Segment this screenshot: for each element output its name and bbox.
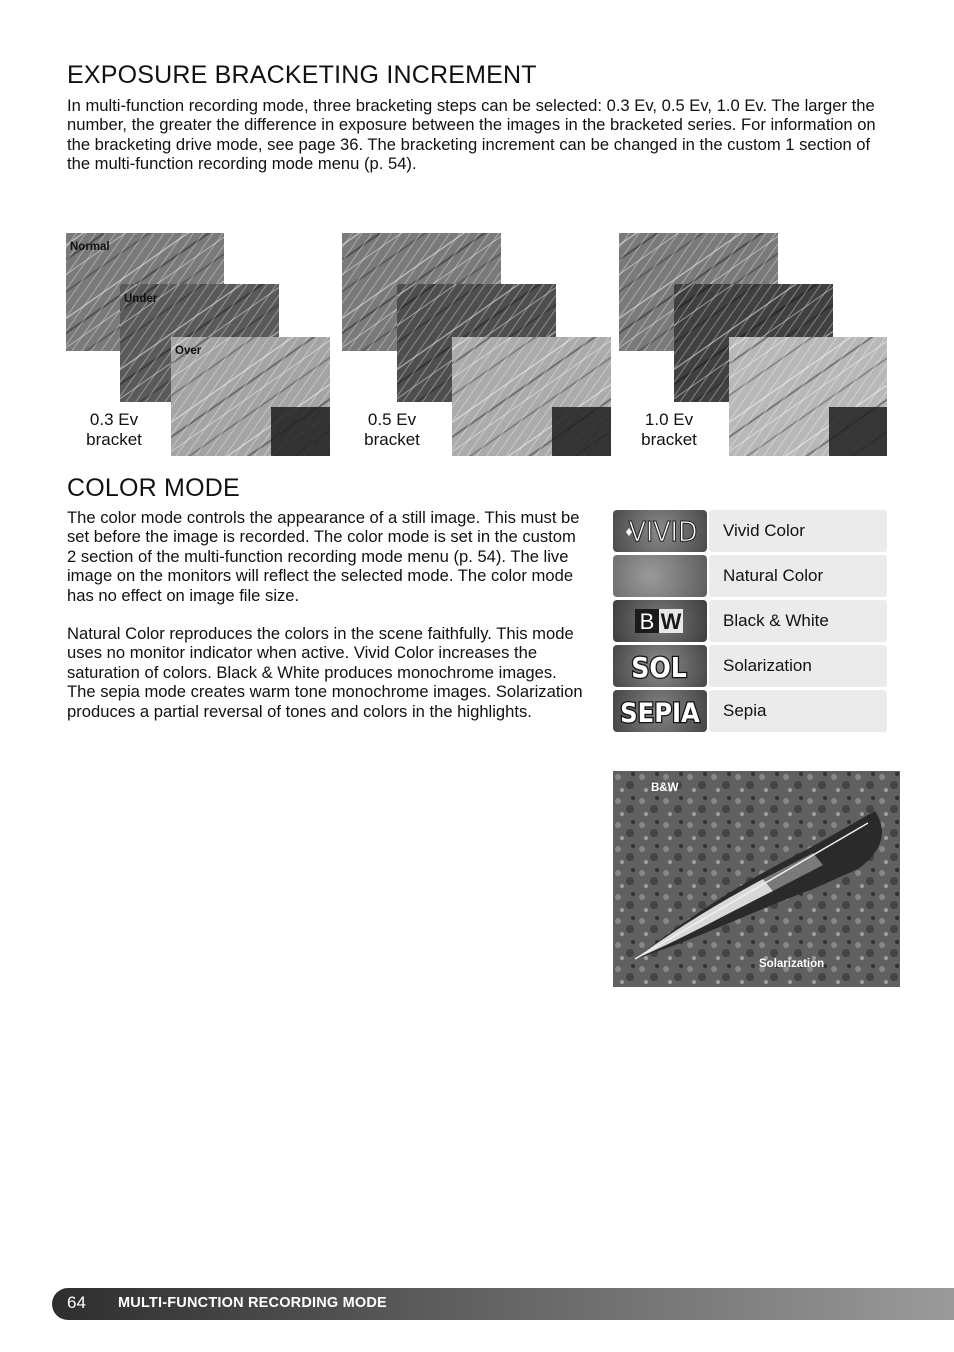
svg-text:VIVID: VIVID: [628, 515, 698, 548]
natural-color-icon: [613, 555, 707, 597]
color-mode-row-natural: [613, 555, 887, 597]
frame-label-normal: Normal: [70, 241, 110, 253]
color-mode-label: Solarization: [709, 645, 887, 687]
feather-sample-image: [613, 771, 900, 987]
sepia-icon: [613, 690, 707, 732]
color-mode-label: Sepia: [709, 690, 887, 732]
vivid-icon: [613, 510, 707, 552]
footer-section-title: MULTI-FUNCTION RECORDING MODE: [118, 1295, 387, 1311]
bracket-image-over: [729, 337, 887, 456]
exposure-paragraph: In multi-function recording mode, three bracketing steps can be selected: 0.3 Ev, 0.5 Ev, 1.0 Ev. The larger the number, the greater the difference in exposure between the images in the bracketed series. For information on the bracketing drive mode, see page 36. The bracketing increment can be changed in the custom 1 section of the multi-function recording mode menu (p. 54).: [67, 96, 876, 174]
color-mode-row-vivid: [613, 510, 887, 552]
color-mode-row-sepia: [613, 690, 887, 732]
color-mode-row-bw: [613, 600, 887, 642]
color-mode-row-solarization: [613, 645, 887, 687]
svg-text:SEPIA: SEPIA: [620, 698, 700, 729]
svg-text:SOL: SOL: [631, 651, 687, 684]
color-mode-label: Vivid Color: [709, 510, 887, 552]
frame-label-over: Over: [175, 345, 202, 357]
solarization-icon: [613, 645, 707, 687]
page-footer: [52, 1288, 954, 1320]
page-number: 64: [67, 1293, 86, 1312]
color-mode-paragraph-2: Natural Color reproduces the colors in the scene faithfully. This mode uses no monitor indicator when active. Vivid Color increases the saturation of colors. Black & White produces monochrome images. The sepia mode creates warm tone monochrome images. Solarization produces a partial reversal of tones and colors in the highlights.: [67, 624, 583, 721]
svg-text:W: W: [660, 609, 682, 634]
color-mode-label: Black & White: [709, 600, 887, 642]
bracket-caption-2: 0.5 Ev bracket: [364, 410, 420, 449]
bracket-image-over: [452, 337, 611, 456]
bracket-caption-1: 0.3 Ev bracket: [86, 410, 142, 449]
frame-label-under: Under: [124, 293, 158, 305]
section-title-exposure-bracketing: EXPOSURE BRACKETING INCREMENT: [67, 61, 537, 89]
color-mode-paragraph-1: The color mode controls the appearance of a still image. This must be set before the image is recorded. The color mode is set in the custom 2 section of the multi-function recording mode menu (p. 54). The live image on the monitors will reflect the selected mode. The color mode has no effect on image file size.: [67, 508, 580, 605]
section-title-color-mode: COLOR MODE: [67, 474, 240, 502]
sample-label-bw: B&W: [651, 782, 679, 794]
sample-label-solarization: Solarization: [759, 958, 825, 970]
bracket-caption-3: 1.0 Ev bracket: [641, 410, 697, 449]
color-mode-label: Natural Color: [709, 555, 887, 597]
black-white-icon: [613, 600, 707, 642]
svg-text:B: B: [639, 609, 655, 634]
